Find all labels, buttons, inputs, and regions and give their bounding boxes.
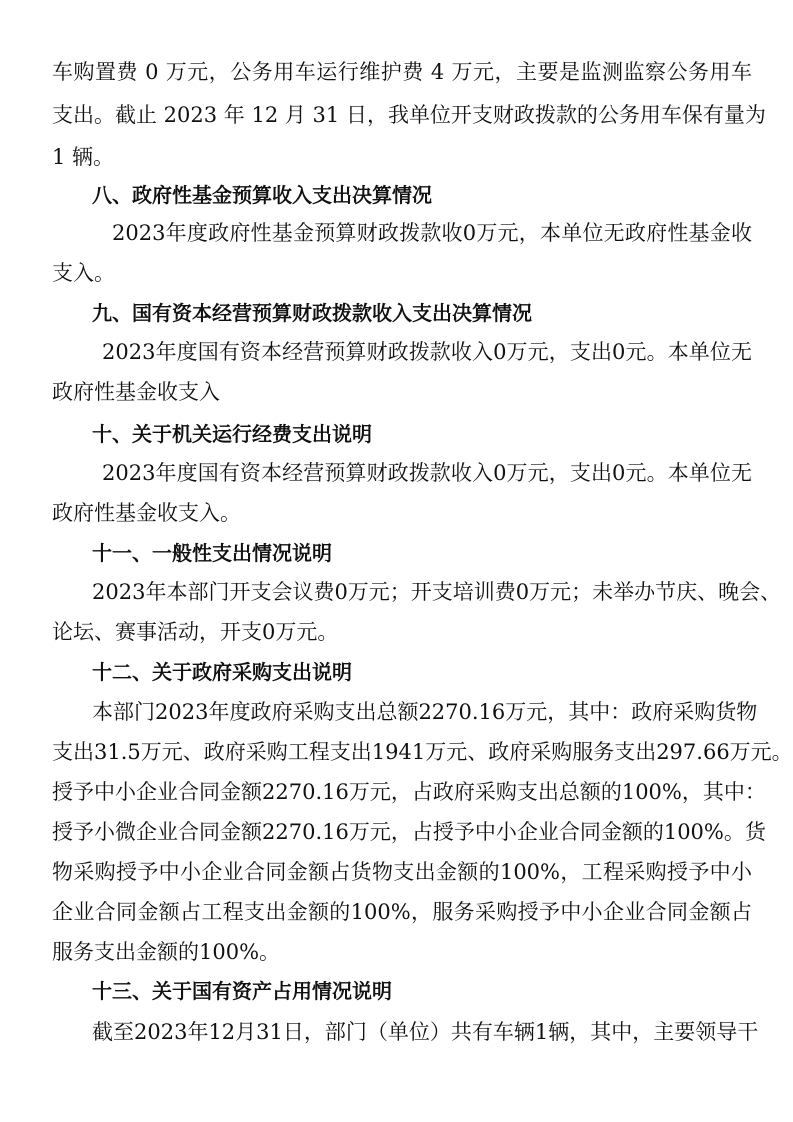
section-heading-8: 八、政府性基金预算收入支出决算情况: [92, 183, 432, 207]
paragraph-line: 授予小微企业合同金额2270.16万元，占授予中小企业合同金额的100%。货: [52, 820, 766, 844]
paragraph-line: 2023年度国有资本经营预算财政拨款收入0万元，支出0元。本单位无: [102, 340, 752, 364]
paragraph-line: 支入。: [52, 261, 115, 285]
paragraph-line: 政府性基金收支入。: [52, 501, 241, 525]
section-heading-9: 九、国有资本经营预算财政拨款收入支出决算情况: [92, 301, 532, 325]
paragraph-line: 2023年度国有资本经营预算财政拨款收入0万元，支出0元。本单位无: [102, 461, 752, 485]
paragraph-line: 2023年度政府性基金预算财政拨款收0万元，本单位无政府性基金收: [112, 221, 752, 245]
paragraph-line: 物采购授予中小企业合同金额占货物支出金额的100%，工程采购授予中小: [52, 860, 752, 884]
paragraph-line: 截至2023年12月31日，部门（单位）共有车辆1辆，其中，主要领导干: [92, 1020, 759, 1044]
paragraph-line: 1 辆。: [52, 145, 115, 169]
paragraph-line: 政府性基金收支入: [52, 380, 220, 404]
paragraph-line: 服务支出金额的100%。: [52, 940, 281, 964]
section-heading-11: 十一、一般性支出情况说明: [92, 541, 332, 565]
paragraph-line: 支出31.5万元、政府采购工程支出1941万元、政府采购服务支出297.66万元。: [52, 740, 793, 764]
section-heading-12: 十二、关于政府采购支出说明: [92, 660, 352, 684]
section-heading-10: 十、关于机关运行经费支出说明: [92, 422, 372, 446]
paragraph-line: 支出。截止 2023 年 12 月 31 日，我单位开支财政拨款的公务用车保有量为: [52, 103, 766, 127]
paragraph-line: 车购置费 0 万元，公务用车运行维护费 4 万元，主要是监测监察公务用车: [52, 60, 752, 84]
paragraph-line: 论坛、赛事活动，开支0万元。: [52, 620, 339, 644]
paragraph-line: 授予中小企业合同金额2270.16万元，占政府采购支出总额的100%，其中：: [52, 780, 766, 804]
section-heading-13: 十三、关于国有资产占用情况说明: [92, 979, 392, 1003]
paragraph-line: 2023年本部门开支会议费0万元；开支培训费0万元；未举办节庆、晚会、: [92, 580, 782, 604]
paragraph-line: 企业合同金额占工程支出金额的100%，服务采购授予中小企业合同金额占: [52, 900, 752, 924]
paragraph-line: 本部门2023年度政府采购支出总额2270.16万元，其中：政府采购货物: [92, 700, 758, 724]
